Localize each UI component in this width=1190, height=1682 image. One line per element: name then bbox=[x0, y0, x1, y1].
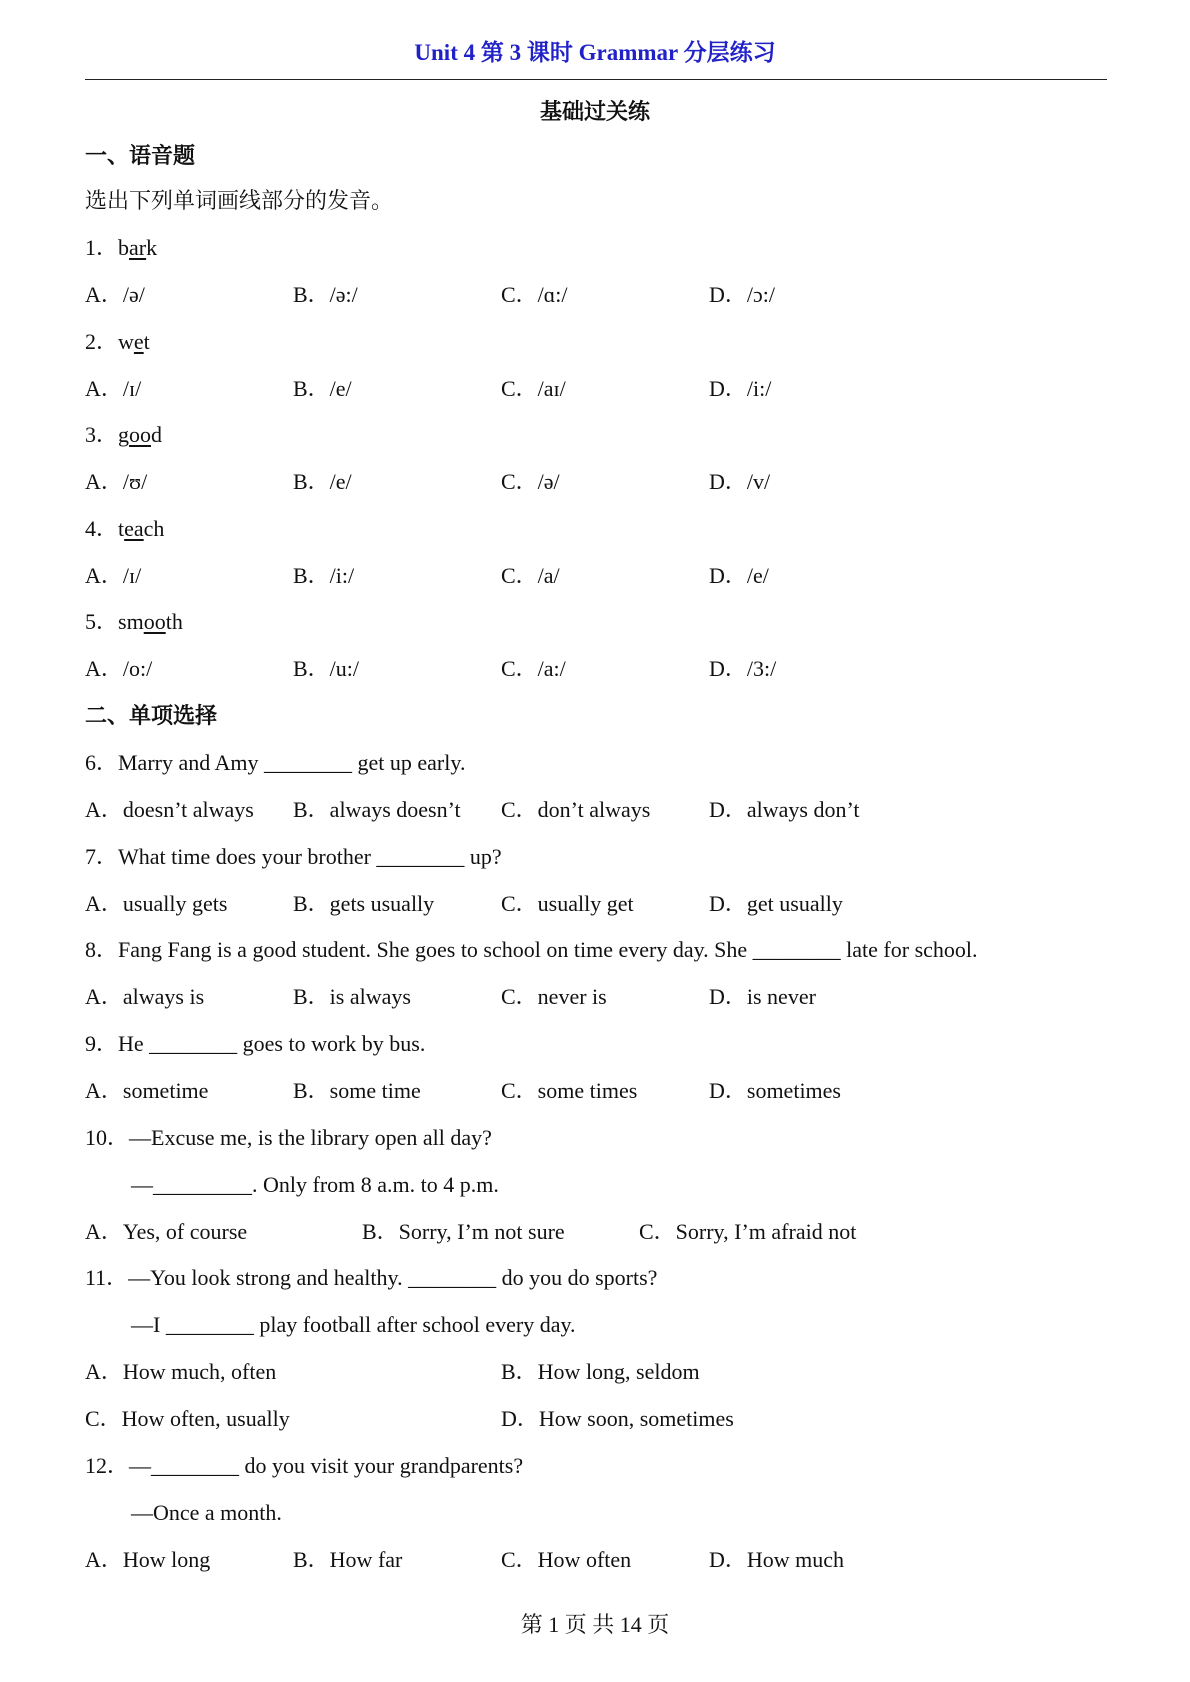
question-3 bbox=[85, 420, 162, 450]
question-10: 10．—Excuse me, is the library open all day? bbox=[85, 1125, 492, 1150]
q9-option-d[interactable]: D．sometimes bbox=[709, 1078, 841, 1103]
q1-option-c[interactable]: C．/ɑ:/ bbox=[501, 282, 568, 307]
q5-option-c[interactable]: C．/a:/ bbox=[501, 656, 566, 681]
question-9: 9．He ________ goes to work by bus. bbox=[85, 1031, 426, 1056]
underlined-part: ar bbox=[129, 235, 147, 260]
section2-heading: 二、单项选择 bbox=[85, 703, 218, 728]
q4-option-a[interactable]: A．/ɪ/ bbox=[85, 563, 142, 588]
page-footer: 第 1 页 共 14 页 bbox=[520, 1612, 670, 1637]
q10-option-b[interactable]: B．Sorry, I’m not sure bbox=[362, 1219, 565, 1244]
q5-option-b[interactable]: B．/u:/ bbox=[293, 656, 360, 681]
q6-option-d[interactable]: D．always don’t bbox=[709, 797, 860, 822]
q7-option-a[interactable]: A．usually gets bbox=[85, 891, 228, 916]
word-part: d bbox=[151, 422, 163, 447]
question-8: 8．Fang Fang is a good student. She goes to school on time every day. She ________ late for school. bbox=[85, 937, 978, 962]
q12-option-c[interactable]: C．How often bbox=[501, 1547, 632, 1572]
q3-option-b[interactable]: B．/e/ bbox=[293, 469, 352, 494]
word-part: sm bbox=[118, 609, 144, 634]
section1-instruction: 选出下列单词画线部分的发音。 bbox=[85, 188, 394, 213]
question-5 bbox=[85, 607, 183, 637]
underlined-part: ea bbox=[124, 516, 144, 541]
q8-option-d[interactable]: D．is never bbox=[709, 984, 816, 1009]
word-part: ch bbox=[143, 516, 165, 541]
q9-option-b[interactable]: B．some time bbox=[293, 1078, 421, 1103]
q7-option-b[interactable]: B．gets usually bbox=[293, 891, 435, 916]
word-part: k bbox=[146, 235, 158, 260]
page-title: Unit 4 第 3 课时 Grammar 分层练习 bbox=[414, 40, 776, 65]
title-divider bbox=[85, 79, 1107, 80]
q6-option-a[interactable]: A．doesn’t always bbox=[85, 797, 254, 822]
q7-option-d[interactable]: D．get usually bbox=[709, 891, 843, 916]
question-4 bbox=[85, 514, 164, 544]
q12-option-d[interactable]: D．How much bbox=[709, 1547, 845, 1572]
question-number: 4． bbox=[85, 516, 119, 541]
q7-option-c[interactable]: C．usually get bbox=[501, 891, 634, 916]
question-number: 1． bbox=[85, 235, 119, 260]
q2-option-c[interactable]: C．/aɪ/ bbox=[501, 376, 566, 401]
q8-option-a[interactable]: A．always is bbox=[85, 984, 205, 1009]
q8-option-c[interactable]: C．never is bbox=[501, 984, 607, 1009]
q1-option-b[interactable]: B．/ə:/ bbox=[293, 282, 358, 307]
q11-option-b[interactable]: B．How long, seldom bbox=[501, 1359, 700, 1384]
word-part: t bbox=[143, 329, 150, 354]
question-number: 2． bbox=[85, 329, 119, 354]
word-part: b bbox=[118, 235, 130, 260]
q12-option-a[interactable]: A．How long bbox=[85, 1547, 211, 1572]
q11-option-a[interactable]: A．How much, often bbox=[85, 1359, 277, 1384]
q8-option-b[interactable]: B．is always bbox=[293, 984, 411, 1009]
underlined-part: e bbox=[133, 329, 144, 354]
underlined-part: oo bbox=[129, 422, 152, 447]
section-subtitle: 基础过关练 bbox=[539, 99, 650, 124]
q4-option-b[interactable]: B．/i:/ bbox=[293, 563, 355, 588]
underlined-part: oo bbox=[143, 609, 166, 634]
q3-option-d[interactable]: D．/v/ bbox=[709, 469, 771, 494]
word-part: th bbox=[165, 609, 183, 634]
question-number: 3． bbox=[85, 422, 119, 447]
q2-option-d[interactable]: D．/i:/ bbox=[709, 376, 772, 401]
q3-option-c[interactable]: C．/ə/ bbox=[501, 469, 560, 494]
q11-option-d[interactable]: D．How soon, sometimes bbox=[501, 1406, 734, 1431]
question-1 bbox=[85, 233, 157, 263]
question-6: 6．Marry and Amy ________ get up early. bbox=[85, 750, 466, 775]
q11-option-c[interactable]: C．How often, usually bbox=[85, 1406, 290, 1431]
q4-option-c[interactable]: C．/a/ bbox=[501, 563, 560, 588]
q9-option-c[interactable]: C．some times bbox=[501, 1078, 638, 1103]
word-part: g bbox=[118, 422, 130, 447]
question-11: 11．—You look strong and healthy. ________ do you do sports? bbox=[85, 1265, 658, 1290]
q6-option-c[interactable]: C．don’t always bbox=[501, 797, 651, 822]
q4-option-d[interactable]: D．/e/ bbox=[709, 563, 769, 588]
question-12: 12．—________ do you visit your grandparents? bbox=[85, 1453, 524, 1478]
q3-option-a[interactable]: A．/ʊ/ bbox=[85, 469, 148, 494]
q10-option-c[interactable]: C．Sorry, I’m afraid not bbox=[639, 1219, 857, 1244]
q6-option-b[interactable]: B．always doesn’t bbox=[293, 797, 461, 822]
q5-option-d[interactable]: D．/3:/ bbox=[709, 656, 777, 681]
q5-option-a[interactable]: A．/o:/ bbox=[85, 656, 153, 681]
q2-option-b[interactable]: B．/e/ bbox=[293, 376, 352, 401]
question-7: 7．What time does your brother ________ up? bbox=[85, 844, 502, 869]
word-part: w bbox=[118, 329, 134, 354]
q1-option-d[interactable]: D．/ɔ:/ bbox=[709, 282, 775, 307]
question-2 bbox=[85, 327, 150, 357]
question-10-reply: —_________. Only from 8 a.m. to 4 p.m. bbox=[131, 1172, 499, 1197]
section1-heading: 一、语音题 bbox=[85, 143, 196, 168]
q12-option-b[interactable]: B．How far bbox=[293, 1547, 403, 1572]
question-12-reply: —Once a month. bbox=[131, 1500, 282, 1525]
q9-option-a[interactable]: A．sometime bbox=[85, 1078, 209, 1103]
question-number: 5． bbox=[85, 609, 119, 634]
q10-option-a[interactable]: A．Yes, of course bbox=[85, 1219, 248, 1244]
q1-option-a[interactable]: A．/ə/ bbox=[85, 282, 145, 307]
word-part: t bbox=[118, 516, 125, 541]
question-11-reply: —I ________ play football after school every day. bbox=[131, 1312, 576, 1337]
q2-option-a[interactable]: A．/ɪ/ bbox=[85, 376, 142, 401]
